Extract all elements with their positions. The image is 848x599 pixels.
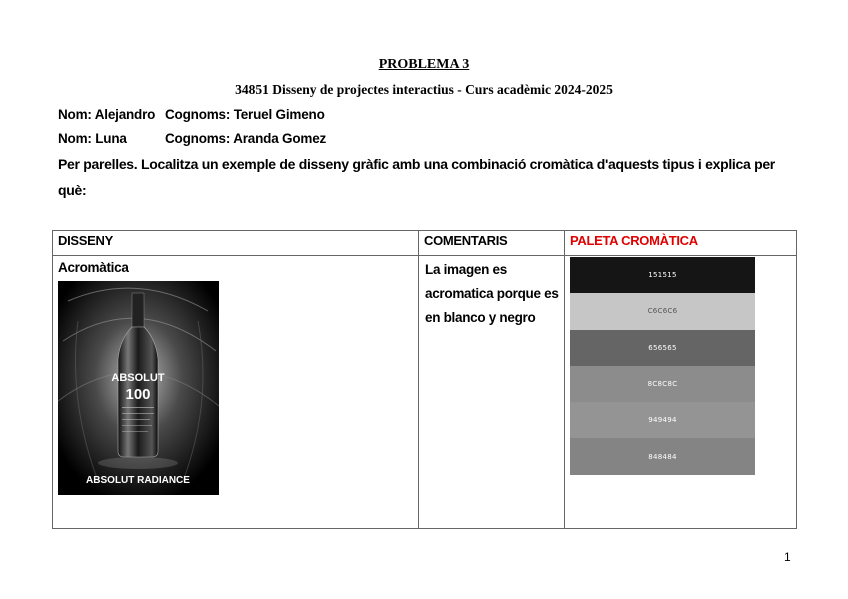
swatch-hex-label: 151515: [648, 271, 677, 280]
bottle-brand-text: ABSOLUT: [111, 372, 165, 384]
table-header-row: [53, 231, 797, 256]
palette-swatch: [570, 366, 755, 402]
bottle-number-text: 100: [125, 386, 151, 403]
palette-swatch: [570, 438, 755, 474]
header-disseny: DISSENY: [53, 231, 419, 256]
student-1-line: [58, 107, 325, 122]
student-2-line: [58, 131, 327, 146]
color-palette: [570, 257, 755, 475]
table-row: [53, 256, 797, 529]
student-1-name: Nom: Alejandro: [58, 107, 156, 122]
comment-text: La imagen es acromatica porque es en blanco y negro: [425, 262, 559, 325]
swatch-hex-label: 656565: [648, 343, 677, 352]
header-comentaris: COMENTARIS: [419, 231, 565, 256]
swatch-hex-label: 8C8C8C: [647, 380, 678, 389]
palette-swatch: [570, 293, 755, 329]
header-paleta: PALETA CROMÀTICA: [565, 231, 797, 256]
page-number: 1: [784, 550, 791, 564]
palette-swatch: [570, 330, 755, 366]
document-subtitle: 34851 Disseny de projectes interactius - Curs acadèmic 2024-2025: [235, 82, 613, 97]
swatch-hex-label: 848484: [648, 452, 677, 461]
instructions-paragraph: Per parelles. Localitza un exemple de disseny gràfic amb una combinació cromàtica d'aquests tipus i explica per què:: [58, 156, 775, 198]
absolut-ad-image: [58, 281, 219, 495]
palette-swatch: [570, 402, 755, 438]
design-type-label: Acromàtica: [58, 260, 129, 275]
document-title: PROBLEMA 3: [378, 57, 470, 72]
palette-swatch: [570, 257, 755, 293]
swatch-hex-label: 949494: [648, 416, 677, 425]
student-2-name: Nom: Luna: [58, 131, 127, 146]
student-1-surnames: Cognoms: Teruel Gimeno: [165, 107, 325, 122]
absolut-bottle-illustration: [58, 281, 219, 495]
cell-paleta: [565, 256, 797, 529]
design-table: [52, 230, 797, 529]
ad-caption-text: ABSOLUT RADIANCE: [86, 475, 190, 486]
student-2-surnames: Cognoms: Aranda Gomez: [165, 131, 327, 146]
cell-disseny: [53, 256, 419, 529]
cell-comentaris: [419, 256, 565, 529]
swatch-hex-label: C6C6C6: [647, 307, 678, 316]
